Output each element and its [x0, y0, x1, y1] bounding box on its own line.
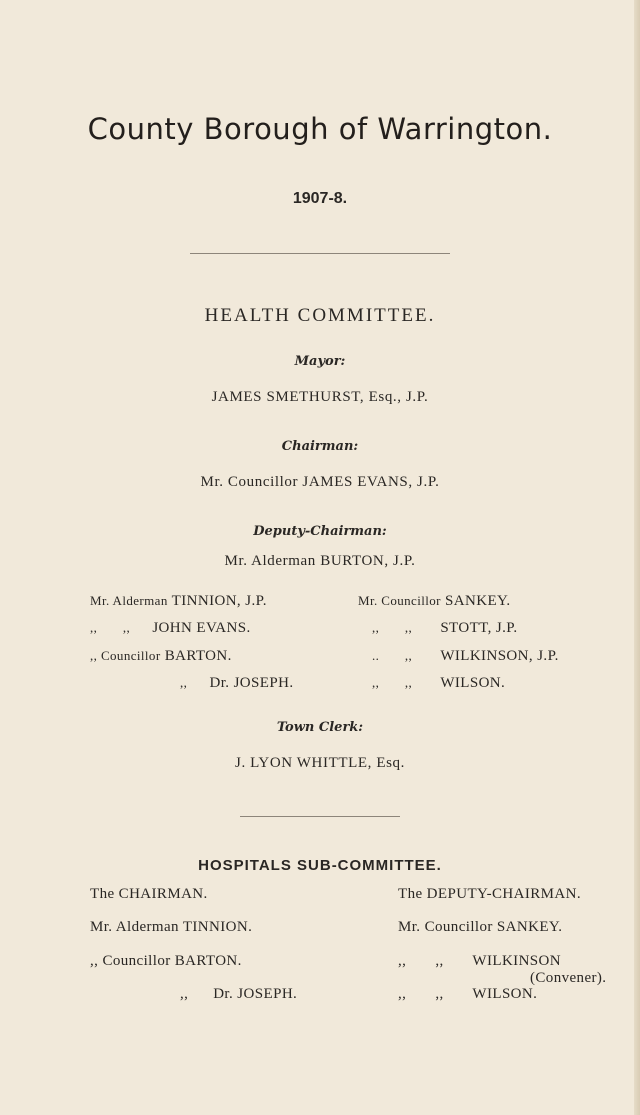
- member-name: STOTT, J.P.: [440, 620, 518, 636]
- divider-top: [190, 253, 450, 254]
- member-name: Dr. JOSEPH.: [209, 675, 294, 691]
- deputy-chairman-name: Mr. Alderman BURTON, J.P.: [224, 553, 416, 569]
- member-name: SANKEY.: [445, 593, 511, 609]
- member-right-4: [372, 675, 505, 692]
- subcommittee-left-1: The CHAIRMAN.: [90, 886, 208, 902]
- deputy-chairman-label: Deputy-Chairman:: [253, 524, 387, 539]
- subcommittee-right-4: ,, ,, WILSON.: [398, 986, 538, 1002]
- subcommittee-left-4: ,, Dr. JOSEPH.: [180, 986, 298, 1002]
- member-right-2: [372, 620, 518, 637]
- member-left-4: [180, 675, 293, 692]
- member-name: TINNION, J.P.: [171, 593, 267, 609]
- member-prefix: ,, ,,: [90, 620, 131, 635]
- mayor-label: Mayor:: [294, 354, 346, 369]
- member-name: WILSON.: [440, 675, 506, 691]
- member-prefix: ,, Councillor: [90, 648, 161, 663]
- subcommittee-right-2: Mr. Councillor SANKEY.: [398, 919, 563, 935]
- member-prefix: ,, ,,: [372, 675, 413, 690]
- subcommittee-left-2: Mr. Alderman TINNION.: [90, 919, 253, 935]
- chairman-name: Mr. Councillor JAMES EVANS, J.P.: [200, 474, 440, 490]
- member-name: JOHN EVANS.: [152, 620, 251, 636]
- member-left-2: [90, 620, 251, 637]
- town-clerk-label: Town Clerk:: [276, 720, 364, 735]
- member-left-1: [90, 593, 267, 610]
- document-title: County Borough of Warrington.: [87, 112, 553, 146]
- mayor-name: JAMES SMETHURST, Esq., J.P.: [211, 389, 429, 405]
- member-prefix: .. ,,: [372, 648, 413, 663]
- subcommittee-right-1: The DEPUTY-CHAIRMAN.: [398, 886, 581, 902]
- member-prefix: ,,: [180, 675, 188, 690]
- document-year: 1907-8.: [292, 190, 348, 207]
- subcommittee-right-convener: (Convener).: [530, 970, 607, 986]
- member-name: WILKINSON, J.P.: [440, 648, 559, 664]
- member-name: BARTON.: [164, 648, 232, 664]
- member-right-3: [372, 648, 559, 665]
- member-prefix: ,, ,,: [372, 620, 413, 635]
- divider-middle: [240, 816, 400, 817]
- subcommittee-heading: HOSPITALS SUB-COMMITTEE.: [198, 857, 442, 874]
- subcommittee-right-3: ,, ,, WILKINSON: [398, 953, 562, 969]
- chairman-label: Chairman:: [281, 439, 359, 454]
- subcommittee-left-3: ,, Councillor BARTON.: [90, 953, 242, 969]
- member-prefix: Mr. Alderman: [90, 593, 168, 608]
- town-clerk-name: J. LYON WHITTLE, Esq.: [235, 755, 405, 771]
- member-right-1: [358, 593, 511, 610]
- committee-heading: HEALTH COMMITTEE.: [204, 305, 436, 326]
- member-left-3: [90, 648, 232, 665]
- member-prefix: Mr. Councillor: [358, 593, 441, 608]
